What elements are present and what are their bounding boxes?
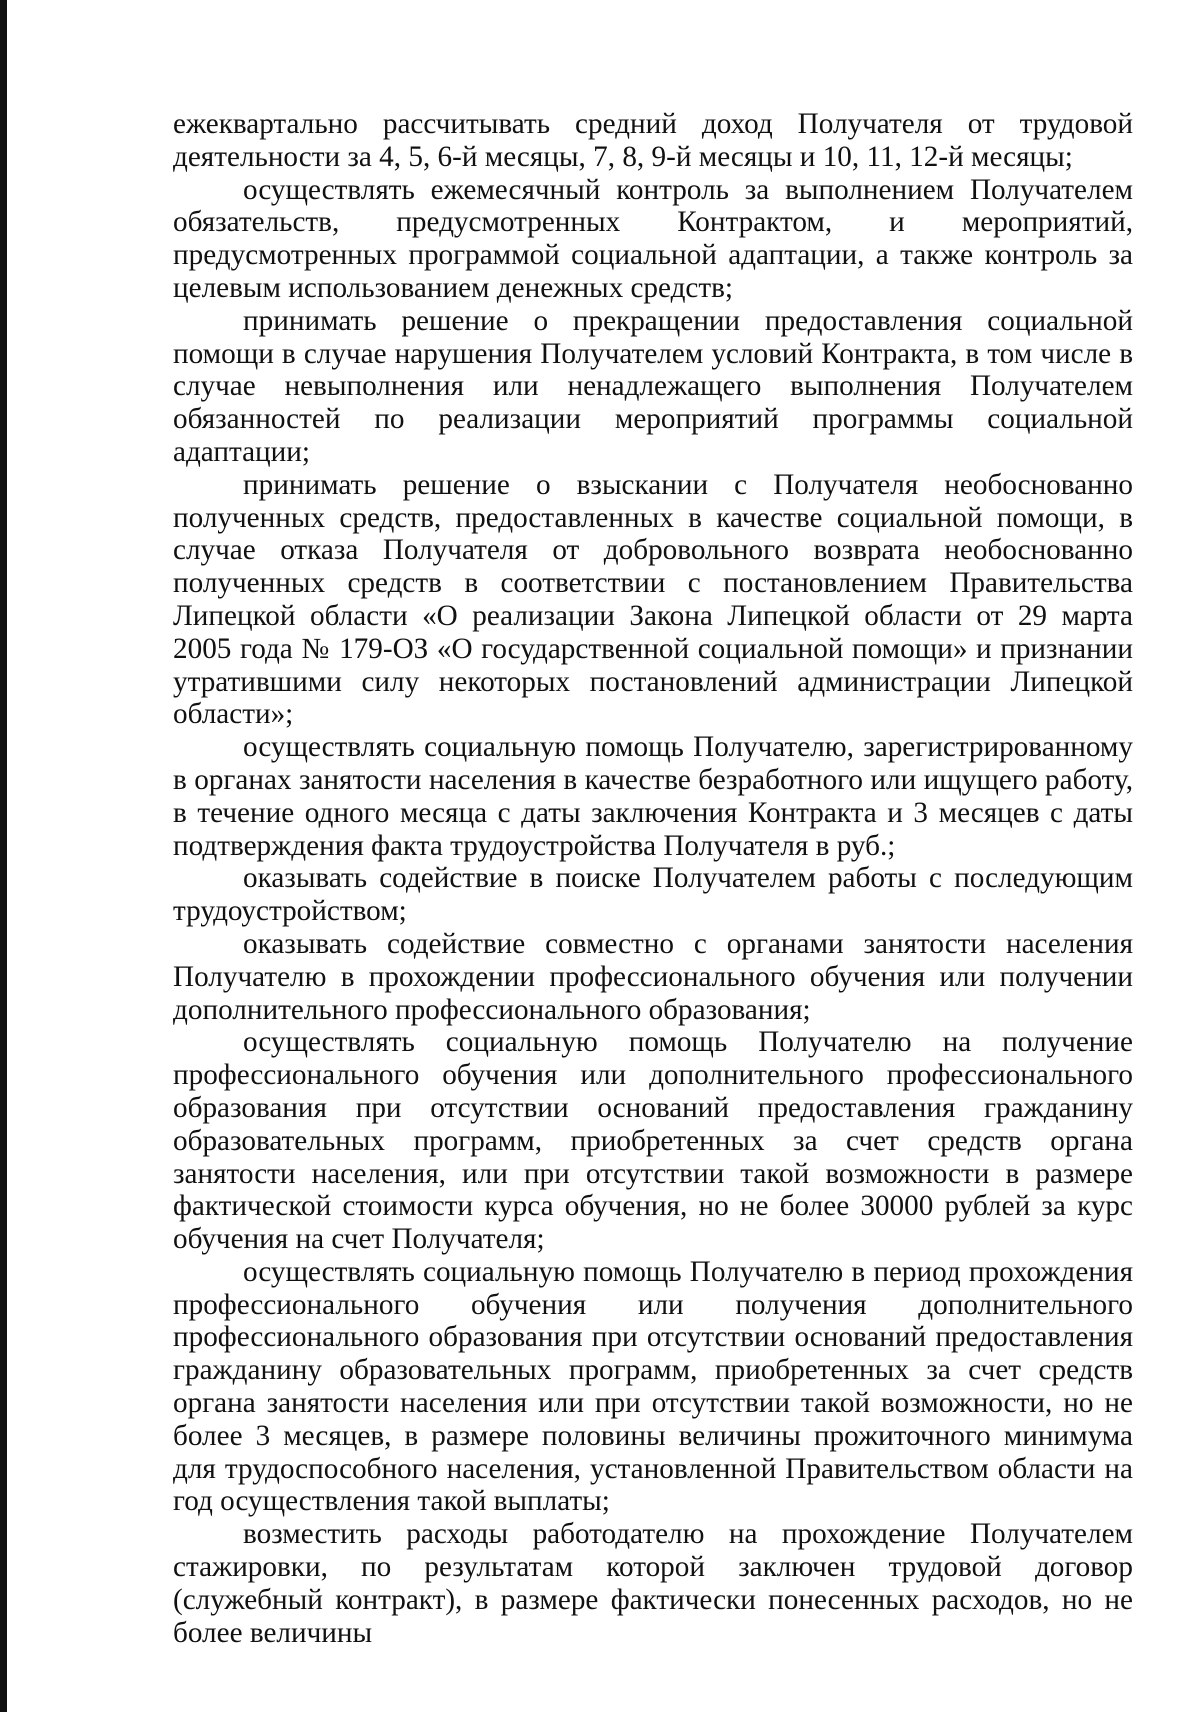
paragraph-recovery-decision: принимать решение о взыскании с Получателя необоснованно полученных средств, предоставленных в качестве социальной помощи, в случае отказа Получателя от добровольного возврата необоснованно полученных средств в соответствии с постановлением Правительства Липецкой области «О реализации Закона Липецкой области от 29 марта 2005 года № 179-ОЗ «О государственной социальной помощи» и признании утратившими силу некоторых постановлений администрации Липецкой области»;: [173, 468, 1133, 731]
paragraph-employer-reimbursement: возместить расходы работодателю на прохождение Получателем стажировки, по результатам которой заключен трудовой договор (служебный контракт), в размере фактически понесенных расходов, но не более величины: [173, 1518, 1133, 1649]
paragraph-quarterly-income: ежеквартально рассчитывать средний доход Получателя от трудовой деятельности за 4, 5, 6-й месяцы, 7, 8, 9-й месяцы и 10, 11, 12-й месяцы;: [173, 108, 1133, 173]
paragraph-training-payment: осуществлять социальную помощь Получателю на получение профессионального обучения или дополнительного профессионального образования при отсутствии оснований предоставления гражданину образовательных программ, приобретенных за счет средств органа занятости населения, или при отсутствии такой возможности в размере фактической стоимости курса обучения, но не более 30000 рублей за курс обучения на счет Получателя;: [173, 1026, 1133, 1256]
paragraph-training-assistance: оказывать содействие совместно с органами занятости населения Получателю в прохождении профессионального обучения или получении дополнительного профессионального образования;: [173, 927, 1133, 1026]
paragraph-termination-decision: принимать решение о прекращении предоставления социальной помощи в случае нарушения Получателем условий Контракта, в том числе в случае невыполнения или ненадлежащего выполнения Получателем обязанностей по реализации мероприятий программы социальной адаптации;: [173, 304, 1133, 468]
document-body: [173, 108, 1133, 1649]
paragraph-monthly-control: осуществлять ежемесячный контроль за выполнением Получателем обязательств, предусмотренных Контрактом, и мероприятий, предусмотренных программой социальной адаптации, а также контроль за целевым использованием денежных средств;: [173, 173, 1133, 304]
paragraph-unemployed-assistance: осуществлять социальную помощь Получателю, зарегистрированному в органах занятости населения в качестве безработного или ищущего работу, в течение одного месяца с даты заключения Контракта и 3 месяцев с даты подтверждения факта трудоустройства Получателя в руб.;: [173, 731, 1133, 862]
paragraph-job-search-assistance: оказывать содействие в поиске Получателем работы с последующим трудоустройством;: [173, 862, 1133, 928]
paragraph-training-period-payment: осуществлять социальную помощь Получателю в период прохождения профессионального обучения или получения дополнительного профессионального образования при отсутствии оснований предоставления гражданину образовательных программ, приобретенных за счет средств органа занятости населения или при отсутствии такой возможности, но не более 3 месяцев, в размере половины величины прожиточного минимума для трудоспособного населения, установленной Правительством области на год осуществления такой выплаты;: [173, 1255, 1133, 1518]
scan-edge-shadow: [0, 0, 7, 1712]
